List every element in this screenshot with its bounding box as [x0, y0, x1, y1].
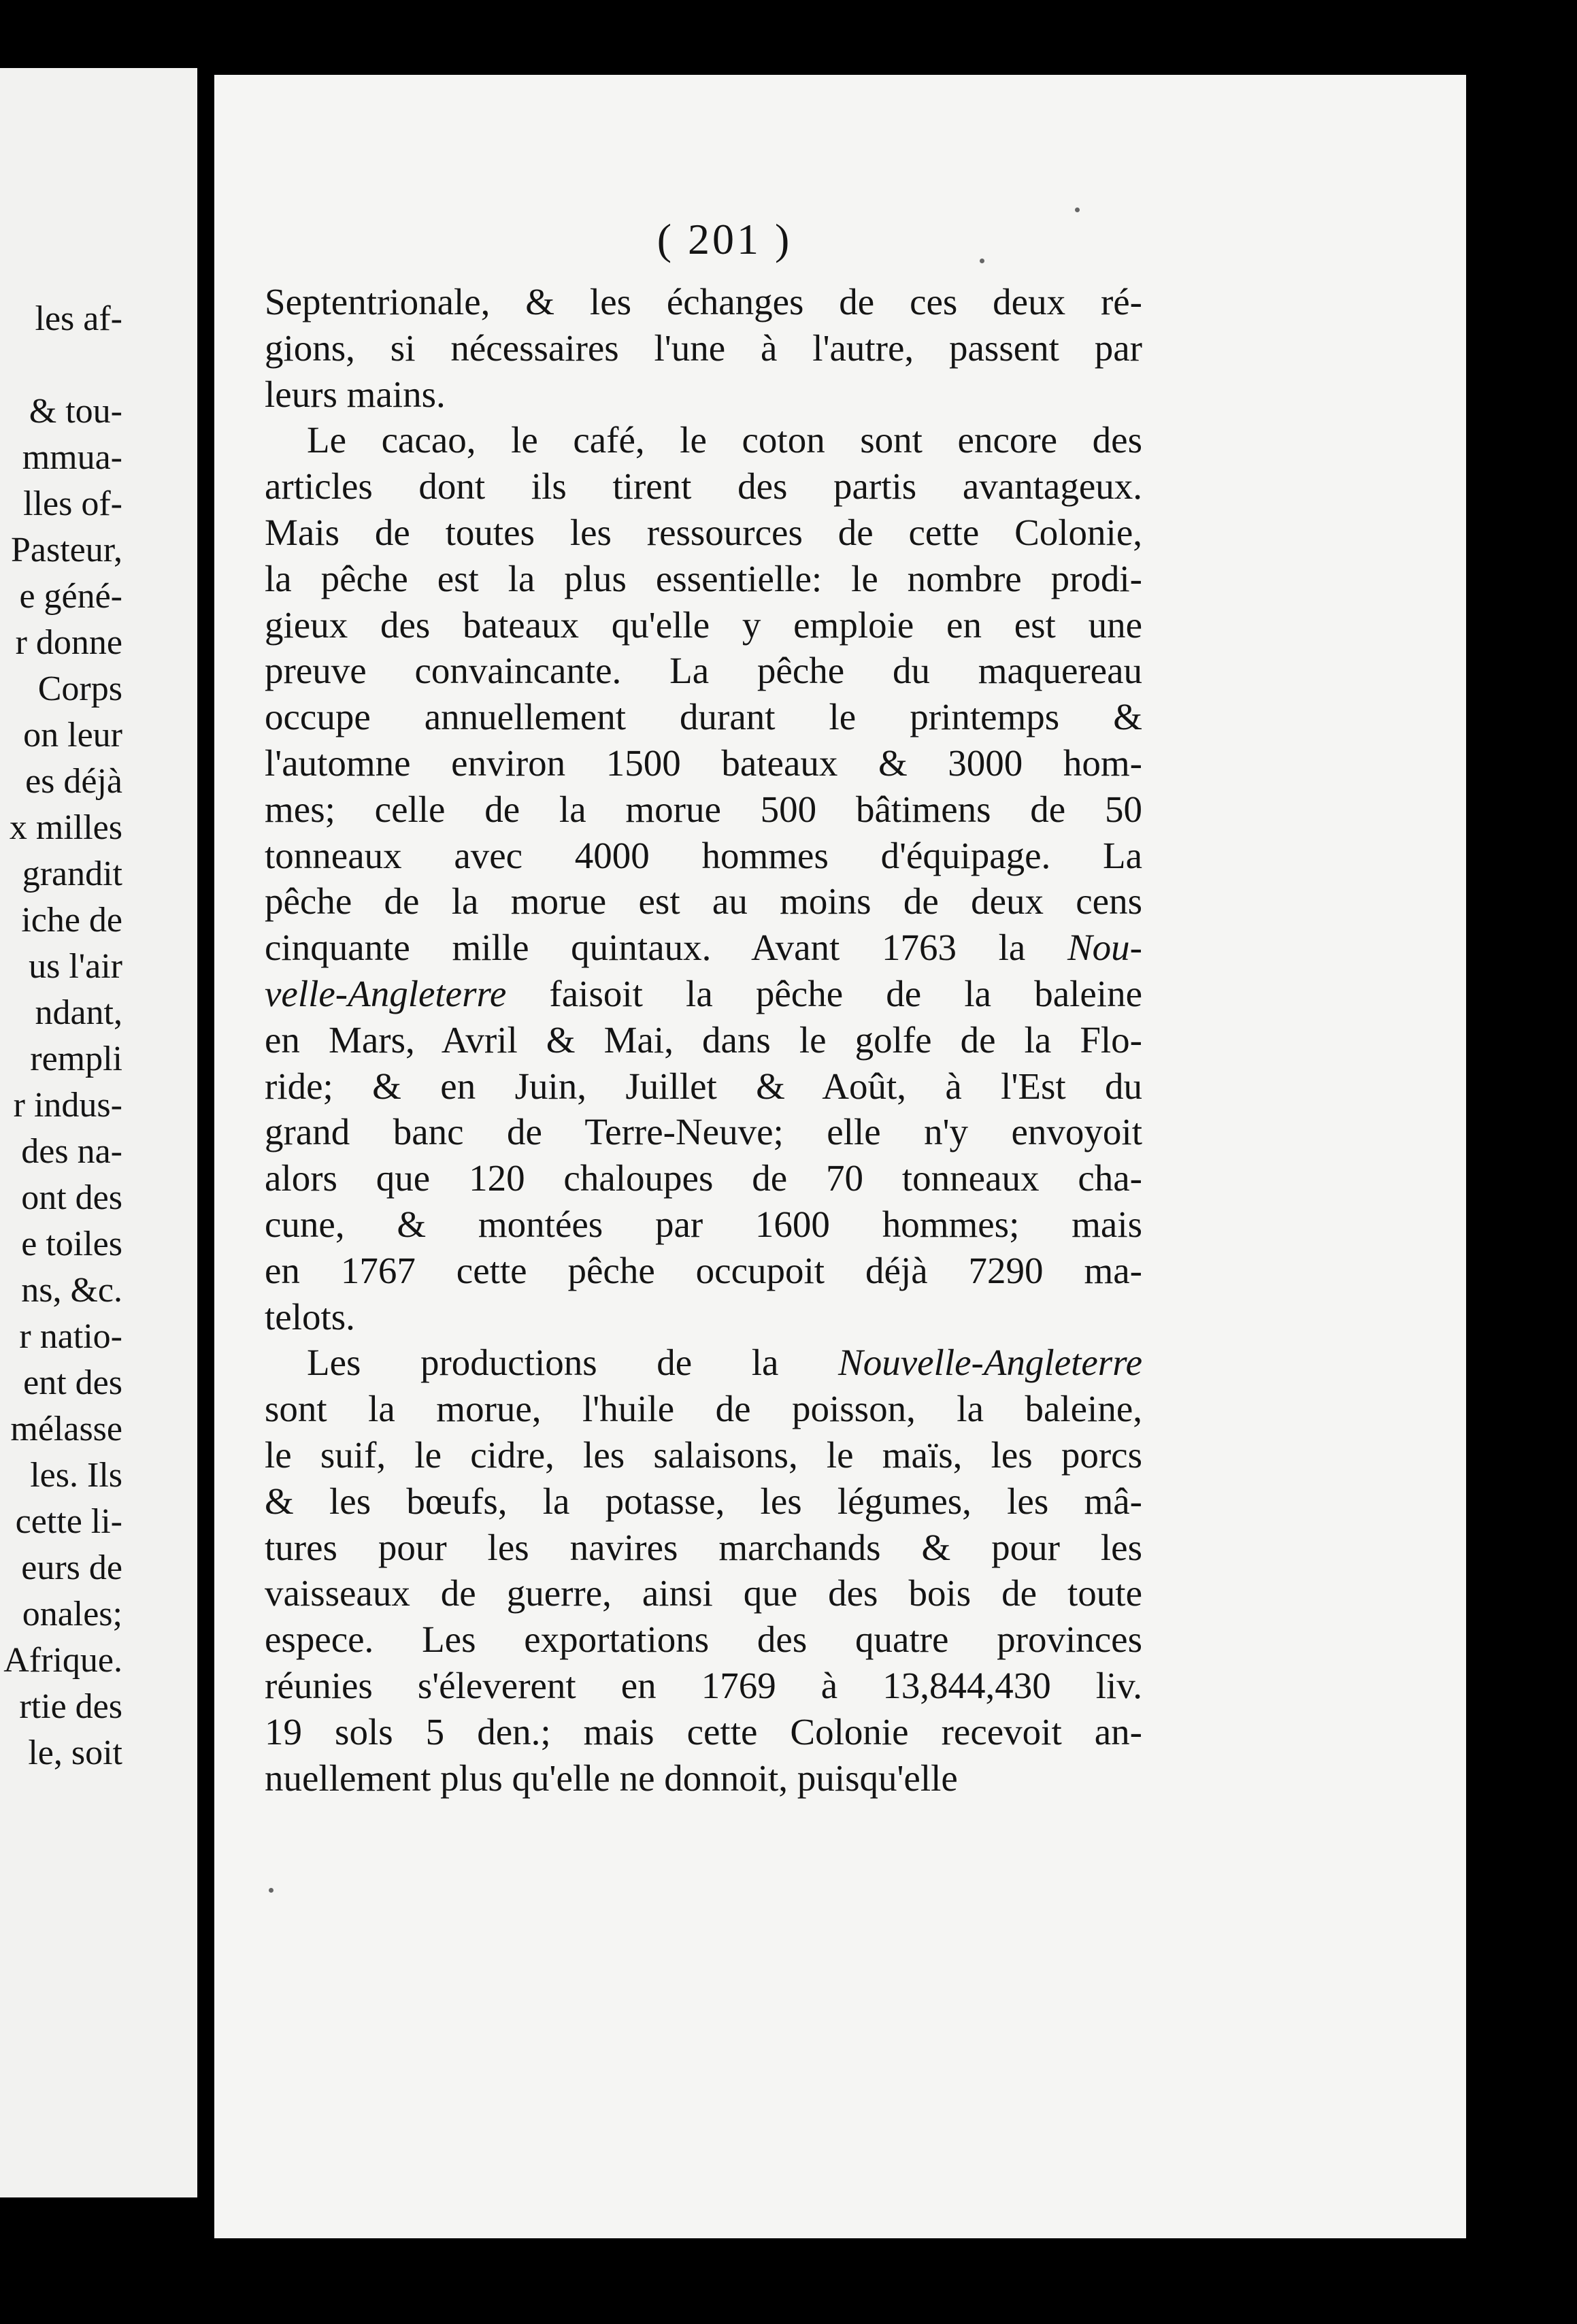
- text-line: [265, 371, 1142, 418]
- text-line: [265, 1386, 1142, 1432]
- left-page-line: e géné-: [19, 577, 122, 616]
- left-page-line: des na-: [21, 1132, 122, 1171]
- left-page-line: les. Ils: [30, 1456, 122, 1495]
- left-page-line: ent des: [23, 1363, 122, 1402]
- text-line: [265, 325, 1142, 371]
- line-text: tonneaux avec 4000 hommes d'équipage. La: [265, 834, 1142, 876]
- left-page-line: es déjà: [25, 762, 122, 801]
- line-text: réunies s'éleverent en 1769 à 13,844,430 liv.: [265, 1664, 1142, 1706]
- line-text: gions, si nécessaires l'une à l'autre, passent par: [265, 327, 1142, 369]
- line-text: 19 sols 5 den.; mais cette Colonie recevoit an-: [265, 1710, 1142, 1753]
- italic-text: Nou-: [1067, 927, 1142, 969]
- speck: [1075, 208, 1080, 212]
- italic-text: Nouvelle-Angleterre: [838, 1342, 1142, 1384]
- left-page-line: r donne: [15, 623, 122, 662]
- text-line: [265, 648, 1142, 694]
- line-text: le suif, le cidre, les salaisons, le maïs, les porcs: [265, 1433, 1142, 1476]
- text-line: [265, 925, 1142, 971]
- left-page-line: [3, 342, 122, 388]
- line-text: gieux des bateaux qu'elle y emploie en est une: [265, 603, 1142, 646]
- left-page-line: mmua-: [22, 438, 122, 477]
- text-line: [265, 833, 1142, 879]
- left-page-line: Pasteur,: [11, 531, 122, 569]
- line-text: Septentrionale, & les échanges de ces deux ré-: [265, 281, 1142, 322]
- line-text: Les productions de la: [307, 1342, 839, 1384]
- text-line: [265, 1155, 1142, 1201]
- line-text: Le cacao, le café, le coton sont encore des: [307, 419, 1142, 461]
- line-text: tures pour les navires marchands & pour les: [265, 1526, 1142, 1568]
- line-text: ride; & en Juin, Juillet & Août, à l'Est du: [265, 1065, 1142, 1107]
- left-page-line: iche de: [21, 901, 122, 940]
- text-line: [265, 1340, 1142, 1386]
- left-page-line: lles of-: [23, 484, 122, 523]
- text-line: [265, 786, 1142, 833]
- text-line: [265, 1432, 1142, 1478]
- line-text: cinquante mille quintaux. Avant 1763 la: [265, 927, 1067, 969]
- line-text: grand banc de Terre-Neuve; elle n'y envoyoit: [265, 1111, 1142, 1153]
- text-line: [265, 1063, 1142, 1110]
- text-line: [265, 1478, 1142, 1525]
- text-line: [265, 279, 1142, 325]
- text-line: [265, 1755, 1142, 1802]
- text-line: [265, 1248, 1142, 1294]
- text-line: [265, 1525, 1142, 1571]
- line-text: occupe annuellement durant le printemps &: [265, 696, 1142, 738]
- left-page-line: cette li-: [15, 1502, 122, 1541]
- left-page-line: eurs de: [21, 1548, 122, 1587]
- text-line: [265, 1663, 1142, 1709]
- left-page-line: r indus-: [13, 1086, 122, 1125]
- left-page-line: x milles: [9, 808, 122, 847]
- text-line: [265, 1616, 1142, 1663]
- page-body-text: [265, 279, 1142, 1801]
- text-line: [265, 1709, 1142, 1755]
- left-page-line: les af-: [35, 299, 122, 338]
- left-page-line: ndant,: [35, 993, 122, 1032]
- line-text: articles dont ils tirent des partis avantageux.: [265, 465, 1142, 508]
- text-line: [265, 694, 1142, 740]
- left-page-line: le, soit: [28, 1733, 122, 1772]
- text-line: [265, 878, 1142, 925]
- left-page-line: Corps: [37, 669, 122, 708]
- speck: [269, 1888, 273, 1893]
- line-text: en 1767 cette pêche occupoit déjà 7290 ma-: [265, 1249, 1142, 1291]
- line-text: l'automne environ 1500 bateaux & 3000 hom-: [265, 742, 1142, 784]
- text-line: [265, 463, 1142, 510]
- text-line: [265, 1109, 1142, 1155]
- left-page-line: e toiles: [21, 1225, 122, 1263]
- left-page-line: us l'air: [29, 947, 122, 986]
- left-page-line: mélasse: [10, 1410, 122, 1448]
- left-page-line: Afrique.: [3, 1641, 122, 1680]
- line-text: cune, & montées par 1600 hommes; mais: [265, 1203, 1142, 1245]
- left-page-line: onales;: [22, 1595, 122, 1633]
- line-text: vaisseaux de guerre, ainsi que des bois de toute: [265, 1572, 1142, 1614]
- left-page-line: rtie des: [19, 1687, 122, 1726]
- line-text: telots.: [265, 1295, 355, 1338]
- left-page-line: & tou-: [29, 392, 122, 431]
- line-text: espece. Les exportations des quatre provinces: [265, 1618, 1142, 1661]
- text-line: [265, 1294, 1142, 1340]
- text-line: [265, 510, 1142, 556]
- line-text: mes; celle de la morue 500 bâtimens de 50: [265, 788, 1142, 830]
- left-page-line: grandit: [22, 854, 122, 893]
- left-page-line: ont des: [21, 1178, 122, 1217]
- text-line: [265, 417, 1142, 463]
- text-line: [265, 556, 1142, 602]
- line-text: & les bœufs, la potasse, les légumes, les mâ-: [265, 1480, 1142, 1522]
- left-page-line: rempli: [30, 1040, 122, 1078]
- text-line: [265, 740, 1142, 786]
- left-page: [0, 68, 197, 2197]
- left-page-line: r natio-: [19, 1317, 122, 1356]
- line-text: leurs mains.: [265, 373, 446, 415]
- line-text: pêche de la morue est au moins de deux cens: [265, 880, 1142, 923]
- text-line: [265, 1570, 1142, 1616]
- left-page-line: ns, &c.: [21, 1271, 122, 1310]
- line-text: nuellement plus qu'elle ne donnoit, puisqu'elle: [265, 1757, 958, 1799]
- line-text: faisoit la pêche de la baleine: [506, 972, 1142, 1014]
- text-line: [265, 602, 1142, 648]
- speck: [980, 259, 984, 263]
- text-line: [265, 1017, 1142, 1063]
- line-text: preuve convaincante. La pêche du maquereau: [265, 650, 1142, 692]
- line-text: alors que 120 chaloupes de 70 tonneaux cha-: [265, 1157, 1142, 1199]
- line-text: en Mars, Avril & Mai, dans le golfe de la Flo-: [265, 1018, 1142, 1061]
- line-text: la pêche est la plus essentielle: le nombre prodi-: [265, 557, 1142, 599]
- italic-text: velle-Angleterre: [265, 972, 507, 1014]
- left-page-text: [3, 296, 122, 1776]
- text-line: [265, 971, 1142, 1017]
- text-line: [265, 1201, 1142, 1248]
- line-text: Mais de toutes les ressources de cette Colonie,: [265, 511, 1142, 553]
- line-text: sont la morue, l'huile de poisson, la baleine,: [265, 1388, 1142, 1430]
- page-number: ( 201 ): [657, 215, 793, 263]
- right-page: [214, 75, 1466, 2238]
- left-page-line: on leur: [23, 716, 122, 754]
